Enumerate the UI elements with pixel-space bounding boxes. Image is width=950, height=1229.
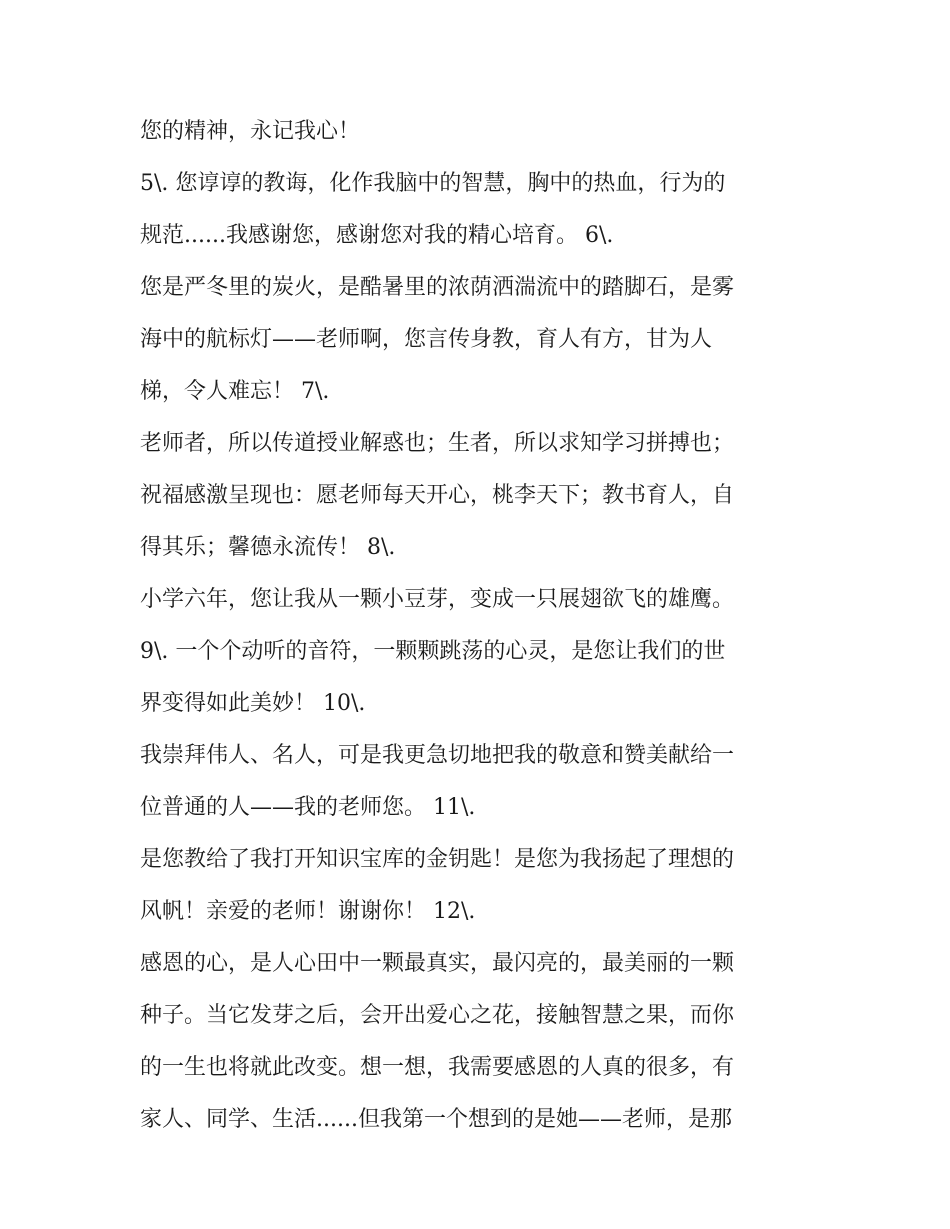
text-line: 是您教给了我打开知识宝库的金钥匙！是您为我扬起了理想的 [140, 847, 735, 872]
text-line: 老师者，所以传道授业解惑也；生者，所以求知学习拼搏也； [140, 431, 735, 456]
text-line: 祝福感激呈现也：愿老师每天开心，桃李天下；教书育人，自 [140, 483, 735, 508]
text-line: 5\. 您谆谆的教诲，化作我脑中的智慧，胸中的热血，行为的 [140, 171, 726, 196]
text-line: 海中的航标灯——老师啊，您言传身教，育人有方，甘为人 [140, 327, 713, 352]
document-body [140, 106, 820, 1146]
text-line: 9\. 一个个动听的音符，一颗颗跳荡的心灵，是您让我们的世 [140, 639, 726, 664]
text-line: 位普通的人——我的老师您。 11\. [140, 795, 476, 820]
text-line: 规范......我感谢您，感谢您对我的精心培育。 6\. [140, 223, 614, 248]
text-line: 小学六年，您让我从一颗小豆芽，变成一只展翅欲飞的雄鹰。 [140, 587, 735, 612]
text-line: 梯，令人难忘！ 7\. [140, 379, 330, 404]
text-line: 您是严冬里的炭火，是酷暑里的浓荫洒湍流中的踏脚石，是雾 [140, 275, 735, 300]
text-line: 界变得如此美妙！ 10\. [140, 691, 366, 716]
text-line: 的一生也将就此改变。想一想，我需要感恩的人真的很多，有 [140, 1055, 735, 1080]
text-line: 感恩的心，是人心田中一颗最真实，最闪亮的，最美丽的一颗 [140, 951, 735, 976]
text-line: 得其乐；馨德永流传！ 8\. [140, 535, 396, 560]
text-line: 您的精神，永记我心！ [140, 119, 361, 144]
text-line: 种子。当它发芽之后，会开出爱心之花，接触智慧之果，而你 [140, 1003, 735, 1028]
text-line: 家人、同学、生活......但我第一个想到的是她——老师，是那 [140, 1107, 732, 1132]
text-line: 我崇拜伟人、名人，可是我更急切地把我的敬意和赞美献给一 [140, 743, 735, 768]
text-line: 风帆！亲爱的老师！谢谢你！ 12\. [140, 899, 476, 924]
